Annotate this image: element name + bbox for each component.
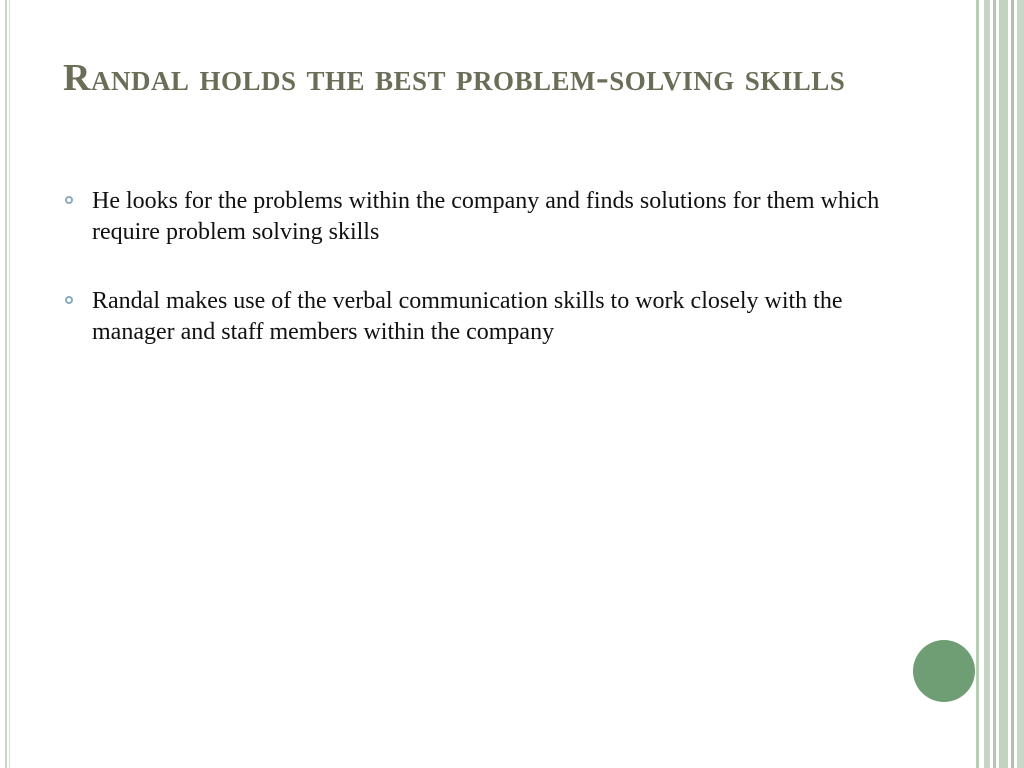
right-stripe — [1011, 0, 1014, 768]
left-border-line — [5, 0, 7, 768]
bullet-ring-icon — [65, 296, 73, 304]
bullet-text: Randal makes use of the verbal communication skills to work closely with the manager and staff members within the company — [92, 288, 843, 345]
right-stripe — [976, 0, 979, 768]
bullet-ring-icon — [65, 196, 73, 204]
right-stripe — [1017, 0, 1024, 768]
slide-title: Randal holds the best problem-solving skills — [63, 57, 846, 99]
left-border-line-inner — [9, 0, 10, 768]
bullet-item — [62, 186, 902, 248]
right-stripe — [984, 0, 990, 768]
bullet-item — [62, 286, 902, 348]
bullet-list — [62, 186, 902, 386]
right-stripe — [999, 0, 1008, 768]
bullet-text: He looks for the problems within the company and finds solutions for them which require problem solving skills — [92, 188, 880, 245]
right-stripe — [993, 0, 996, 768]
decorative-circle — [913, 640, 975, 702]
